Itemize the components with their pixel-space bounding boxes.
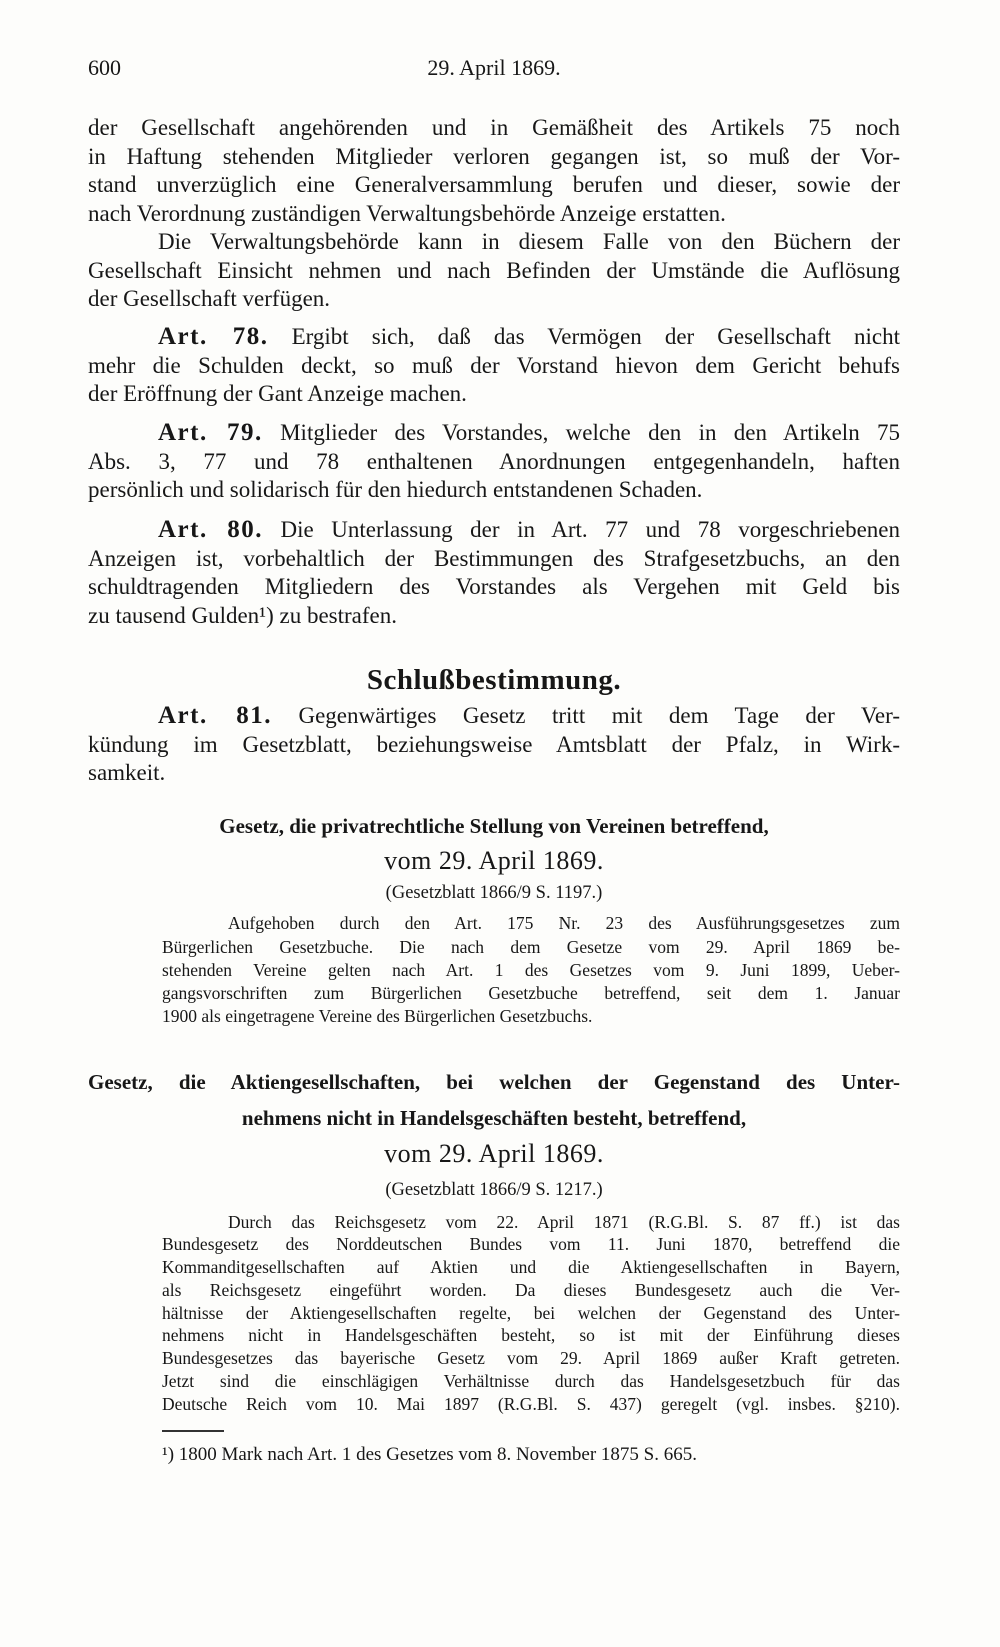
- text-line: Die Verwaltungsbehörde kann in diesem Falle von den Büchern der: [158, 229, 900, 254]
- article-number: Art. 80.: [158, 516, 264, 543]
- text-line: stand unverzüglich eine Generalversammlung berufen und dieser, sowie der: [88, 172, 900, 197]
- text-line: Gesellschaft Einsicht nehmen und nach Befinden der Umstände die Auflösung: [88, 257, 900, 283]
- law-source: (Gesetzblatt 1866/9 S. 1217.): [385, 1180, 603, 1200]
- text-line: [88, 323, 900, 352]
- footnote: ¹) 1800 Mark nach Art. 1 des Gesetzes vom 8. November 1875 S. 665.: [162, 1444, 697, 1465]
- text-line: kündung im Gesetzblatt, beziehungsweise Amtsblatt der Pfalz, in Wirk-: [88, 731, 900, 757]
- paragraph-continuation: [88, 114, 900, 314]
- note-line: Bundesgesetzes das bayerische Gesetz vom 29. April 1869 außer Kraft getreten.: [162, 1348, 900, 1369]
- text-line: nach Verordnung zuständigen Verwaltungsbehörde Anzeige erstatten.: [88, 200, 726, 226]
- article-text: Ergibt sich, daß das Vermögen der Gesellschaft nicht: [291, 324, 900, 349]
- title-line: nehmens nicht in Handelsgeschäften besteht, betreffend,: [241, 1106, 747, 1130]
- text-line: Anzeigen ist, vorbehaltlich der Bestimmungen des Strafgesetzbuchs, an den: [88, 545, 900, 571]
- note-line: als Reichsgesetz eingeführt worden. Da dieses Bundesgesetz auch die Ver-: [162, 1279, 900, 1300]
- law-date: vom 29. April 1869.: [384, 846, 604, 875]
- note-line: Aufgehoben durch den Art. 175 Nr. 23 des Ausführungsgesetzes zum: [228, 913, 900, 934]
- text-line: schuldtragenden Mitgliedern des Vorstandes als Vergehen mit Geld bis: [88, 574, 900, 599]
- running-title: 29. April 1869.: [427, 55, 561, 80]
- law-title: [88, 1064, 900, 1136]
- note-line: gangsvorschriften zum Bürgerlichen Gesetzbuche betreffend, seit dem 1. Januar: [162, 983, 900, 1004]
- text-line: [88, 702, 900, 731]
- text-line: samkeit.: [88, 760, 166, 785]
- law-note: [162, 1211, 900, 1416]
- article-text: Gegenwärtiges Gesetz tritt mit dem Tage der Ver-: [298, 703, 900, 728]
- note-line: Bundesgesetz des Norddeutschen Bundes vom 11. Juni 1870, betreffend die: [162, 1234, 900, 1255]
- article-text: Die Unterlassung der in Art. 77 und 78 vorgeschriebenen: [280, 517, 900, 542]
- article-78: [88, 323, 900, 409]
- note-line: stehenden Vereine gelten nach Art. 1 des Gesetzes vom 9. Juni 1899, Ueber-: [162, 959, 900, 980]
- article-number: Art. 79.: [158, 419, 263, 446]
- note-line: Durch das Reichsgesetz vom 22. April 1871 (R.G.Bl. S. 87 ff.) ist das: [228, 1211, 900, 1232]
- text-line: Abs. 3, 77 und 78 enthaltenen Anordnungen entgegenhandeln, haften: [88, 448, 900, 474]
- title-line: Gesetz, die Aktiengesellschaften, bei welchen der Gegenstand des Unter-: [88, 1070, 900, 1094]
- article-80: [88, 516, 900, 630]
- text-line: mehr die Schulden deckt, so muß der Vorstand hievon dem Gericht behufs: [88, 352, 900, 378]
- text-line: in Haftung stehenden Mitglieder verloren gegangen ist, so muß der Vor-: [88, 143, 900, 169]
- article-text: Mitglieder des Vorstandes, welche den in den Artikeln 75: [280, 420, 900, 445]
- page-number: 600: [88, 55, 121, 80]
- note-line: Deutsche Reich vom 10. Mai 1897 (R.G.Bl. S. 437) geregelt (vgl. insbes. §210).: [162, 1393, 900, 1414]
- text-line: der Gesellschaft verfügen.: [88, 286, 331, 311]
- note-line: hältnisse der Aktiengesellschaften regelte, bei welchen der Gegenstand des Unter-: [162, 1302, 900, 1323]
- note-line: Bürgerlichen Gesetzbuche. Die nach dem Gesetze vom 29. April 1869 be-: [162, 936, 900, 957]
- note-line: Jetzt sind die einschlägigen Verhältnisse durch das Handelsgesetzbuch für das: [162, 1370, 900, 1391]
- article-number: Art. 78.: [158, 323, 269, 350]
- law-note: [162, 912, 900, 1028]
- text-line: [88, 419, 900, 448]
- section-heading: Schlußbestimmung.: [366, 664, 622, 696]
- footnote-rule: [162, 1430, 224, 1432]
- text-line: persönlich und solidarisch für den hiedurch entstandenen Schaden.: [88, 477, 703, 502]
- law-title: Gesetz, die privatrechtliche Stellung von Vereinen betreffend,: [219, 814, 769, 838]
- text-line: zu tausend Gulden¹) zu bestrafen.: [88, 602, 397, 628]
- article-79: [88, 419, 900, 505]
- note-line: 1900 als eingetragene Vereine des Bürgerlichen Gesetzbuchs.: [162, 1006, 593, 1027]
- article-number: Art. 81.: [158, 702, 272, 729]
- note-line: Kommanditgesellschaften auf Aktien und die Aktiengesellschaften in Bayern,: [162, 1257, 900, 1278]
- text-line: der Eröffnung der Gant Anzeige machen.: [88, 381, 467, 406]
- text-line: [88, 516, 900, 545]
- law-date: vom 29. April 1869.: [384, 1139, 604, 1168]
- note-line: nehmens nicht in Handelsgeschäften besteht, so ist mit der Einführung dieses: [162, 1325, 900, 1346]
- law-source: (Gesetzblatt 1866/9 S. 1197.): [385, 883, 603, 903]
- article-81: [88, 702, 900, 788]
- text-line: der Gesellschaft angehörenden und in Gemäßheit des Artikels 75 noch: [88, 115, 900, 140]
